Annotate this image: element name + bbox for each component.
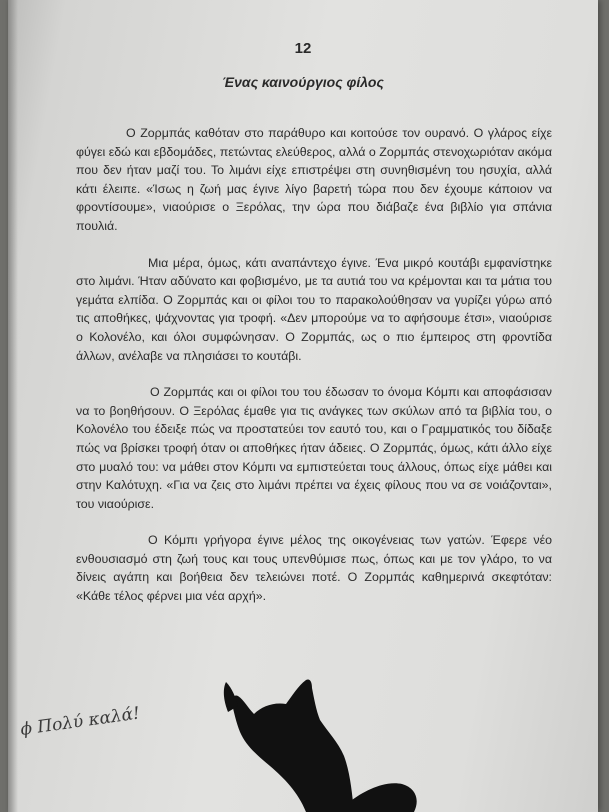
paragraph: Ο Κόμπι γρήγορα έγινε μέλος της οικογένειας των γατών. Έφερε νέο ενθουσιασμό στη ζωή τους και τους υπενθύμισε πως, όπως και με τον γλάρο, το να δίνεις αγάπη και βοήθεια δεν τελειώνει ποτέ. Ο Ζορμπάς καθημερινά σκεφτόταν: «Κάθε τέλος φέρνει μια νέα αρχή». (76, 533, 552, 604)
chapter-number: 12 (294, 40, 312, 57)
signature-mark: ϕ (19, 717, 39, 740)
handwritten-note (19, 703, 141, 740)
page-binding-shadow (8, 0, 18, 812)
paragraph: Μια μέρα, όμως, κάτι αναπάντεχο έγινε. Ένα μικρό κουτάβι εμφανίστηκε στο λιμάνι. Ήταν αδύνατο και φοβισμένο, με τα αυτιά του να κρέμονται και τα μάτια του γεμάτα ελπίδα. Ο Ζορμπάς και οι φίλοι του το παρακολούθησαν να γυρίζει γύρω από τις αποθήκες, ψάχνοντας για τροφή. «Δεν μπορούμε να το αφήσουμε έτσι», νιαούρισε ο Κολονέλο, και όλοι συμφώνησαν. Ο Ζορμπάς, ως ο πιο έμπειρος στη φροντίδα άλλων, ανέλαβε να πλησιάσει το κουτάβι. (76, 255, 552, 363)
chapter-title: Ένας καινούργιος φίλος (222, 74, 384, 90)
paragraph: Ο Ζορμπάς καθόταν στο παράθυρο και κοιτούσε τον ουρανό. Ο γλάρος είχε φύγει εδώ και εβδομάδες, πετώντας ελεύθερος, αλλά ο Ζορμπάς στενοχωριόταν ακόμα που δεν ήταν μαζί του. Το λιμάνι είχε επιστρέψει στη συνηθισμένη του ησυχία, αλλά κάτι έλειπε. «Ίσως η ζωή μας έγινε λίγο βαρετή τώρα που δεν έχουμε κάποιον να φροντίσουμε», νιαούρισε ο Ξερόλας, την ώρα που διάβαζε ένα βιβλίο για σπάνια πουλιά. (76, 126, 552, 233)
paragraph: Ο Ζορμπάς και οι φίλοι του του έδωσαν το όνομα Κόμπι και αποφάσισαν να το βοηθήσουν. Ο Ξερόλας έμαθε για τις ανάγκες των σκύλων από τα βιβλία του, ο Κολονέλο του έδειξε πώς να προστατεύει τον εαυτό του, και ο Γραμματικός του δίδαξε πώς να βρίσκει τροφή όταν οι αποθήκες ήταν άδειες. Ο Ζορμπάς, όμως, κάτι άλλο είχε στο μυαλό του: να μάθει στον Κόμπι να εμπιστεύεται τους άλλους, όπως είχε μάθει και στην Καλότυχη. «Για να ζεις στο λιμάνι πρέπει να έχεις φίλους που να σε νοιάζονται», του νιαούρισε. (76, 385, 552, 511)
book-page (8, 0, 598, 812)
handwritten-note-text: Πολύ καλά! (36, 703, 142, 738)
chapter-body (76, 124, 552, 624)
cat-silhouette-icon (188, 672, 428, 812)
